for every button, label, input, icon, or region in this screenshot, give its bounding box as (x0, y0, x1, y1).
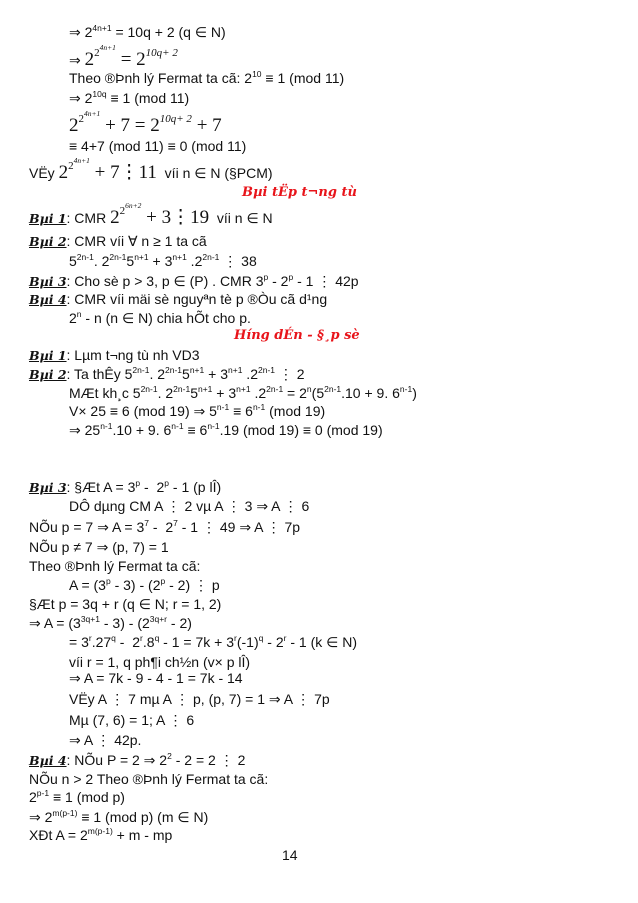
superscript: 2 (119, 205, 126, 217)
text-segment: + 3 (148, 253, 173, 269)
text-segment: .8 (142, 634, 155, 650)
superscript: m(p-1) (87, 826, 113, 836)
text-segment: DÔ dµng CM A ⋮ 2 vµ A ⋮ 3 ⇒ A ⋮ 6 (69, 498, 310, 514)
text-line-indented (69, 89, 189, 107)
text-segment: : §Æt A = 3 (66, 479, 136, 495)
text-line (29, 272, 359, 290)
text-segment: Theo ®Þnh lý Fermat ta cã: 2 (69, 70, 253, 86)
text-segment: : Cho sè p > 3, p ∈ (P) . CMR 3 (66, 273, 264, 289)
formula-text: 2 (110, 207, 120, 228)
text-line-indented (69, 731, 141, 749)
text-segment: víi n ∈ N (§PCM) (156, 165, 273, 181)
text-segment: : Lµm t¬ng tù nh VD3 (66, 347, 200, 363)
superscript: p (263, 272, 269, 282)
page-number: 14 (282, 847, 298, 863)
text-segment: - n (n ∈ N) chia hÕt cho p. (81, 310, 251, 326)
text-segment: - 1 = 7k + 3 (159, 634, 235, 650)
text-segment: 2 (69, 310, 77, 326)
text-segment: ⇒ 25 (69, 422, 101, 438)
text-line (29, 751, 245, 769)
text-segment: - 2 (263, 634, 284, 650)
text-line-indented (69, 497, 309, 515)
formula-text: 2 (84, 49, 95, 70)
text-segment: §Æt p = 3q + r (q ∈ N; r = 1, 2) (29, 596, 222, 612)
formula-text: = 2 (115, 49, 146, 70)
superscript: n+1 (172, 252, 187, 262)
text-line (29, 478, 221, 496)
formula-text: 2 (69, 115, 79, 136)
text-line-indented (69, 633, 357, 651)
superscript: n (306, 384, 312, 394)
text-segment: : Ta thÊy 5 (66, 366, 133, 382)
text-segment: .2 (186, 253, 203, 269)
text-segment: Theo ®Þnh lý Fermat ta cã: (29, 558, 201, 574)
superscript: p-1 (36, 788, 50, 798)
text-line (29, 808, 208, 826)
text-segment: - 2 (140, 479, 165, 495)
superscript: r (234, 633, 237, 643)
text-line-indented (69, 252, 257, 270)
superscript: r (140, 633, 143, 643)
text-segment: . 2 (93, 253, 110, 269)
text-segment: víi r = 1, q ph¶i ch½n (v× p lÎ) (69, 654, 251, 670)
text-segment: ⇒ 2 (69, 24, 93, 40)
text-line (29, 538, 169, 556)
text-segment: - 2 (148, 519, 174, 535)
text-segment: 5 (182, 366, 190, 382)
text-segment: ≡ 6 (183, 422, 208, 438)
text-segment: MÆt kh¸c 5 (69, 385, 141, 401)
superscript: 2n-1 (76, 252, 94, 262)
text-segment: + 3 (212, 385, 237, 401)
superscript: 2n-1 (109, 252, 127, 262)
superscript: 2n-1 (202, 252, 220, 262)
text-segment: 5 (69, 253, 77, 269)
text-segment: : CMR víi mäi sè nguyªn tè p ®Òu cã d¹ng (66, 291, 328, 307)
superscript: r (88, 633, 92, 643)
text-line-indented (69, 69, 344, 87)
text-segment: .27 (91, 634, 112, 650)
text-segment: ≡ 1 (mod p) (m ∈ N) (77, 809, 209, 825)
text-segment: ⇒ (69, 52, 85, 68)
superscript: 10 (252, 69, 262, 79)
text-segment: ≡ 4+7 (mod 11) ≡ 0 (mod 11) (69, 138, 247, 154)
superscript: n+1 (197, 384, 213, 394)
formula-text: + 7 = 2 (100, 115, 160, 136)
superscript: 7 (144, 518, 149, 528)
text-segment: (-1) (236, 634, 259, 650)
text-segment: - 1 (p lÎ) (169, 479, 222, 495)
text-segment: - 2) ⋮ p (165, 577, 220, 593)
text-segment: = 3 (69, 634, 89, 650)
formula-text: + 7 (191, 115, 222, 136)
superscript: 4n+1 (84, 109, 101, 118)
text-segment: . 2 (149, 366, 166, 382)
text-segment: ⇒ A = 7k - 9 - 4 - 1 = 7k - 14 (69, 670, 243, 686)
text-line (29, 346, 200, 364)
superscript: 2n-1 (324, 384, 342, 394)
text-line-indented (69, 711, 194, 729)
text-segment: = 10q + 2 (q ∈ N) (111, 24, 226, 40)
text-segment: .2 (242, 366, 258, 382)
section-heading-exercises: Bµi tËp t¬ng tù (242, 185, 357, 200)
text-line (29, 826, 172, 844)
text-segment: - 2) (167, 615, 192, 631)
text-segment: 2 (29, 789, 37, 805)
superscript: 10q (92, 89, 107, 99)
text-segment: ⇒ A ⋮ 42p. (69, 732, 142, 748)
text-line (29, 770, 268, 788)
text-segment: .10 + 9. 6 (112, 422, 172, 438)
text-segment: + m - mp (112, 827, 173, 843)
text-segment: - 1 (k ∈ N) (286, 634, 357, 650)
superscript: q (154, 633, 160, 643)
superscript: 10q+ 2 (159, 113, 192, 125)
superscript: q (111, 633, 116, 643)
superscript: p (288, 272, 294, 282)
text-line (29, 557, 200, 575)
text-line (29, 290, 327, 308)
superscript: 3q+1 (80, 614, 100, 624)
superscript: p (164, 478, 169, 488)
text-line (29, 595, 221, 613)
text-segment: NÕu n > 2 Theo ®Þnh lý Fermat ta cã: (29, 771, 269, 787)
text-line-indented (69, 43, 178, 70)
text-segment: + 3 (204, 366, 228, 382)
text-segment: ⇒ 2 (69, 90, 93, 106)
text-line-indented (69, 109, 222, 136)
text-segment: ⋮ 38 (219, 253, 257, 269)
text-segment: ⇒ A = (3 (29, 615, 81, 631)
text-segment: 5 (126, 253, 135, 269)
text-segment: (mod 19) (265, 403, 326, 419)
formula-text: 2 (58, 162, 69, 183)
superscript: n+1 (236, 384, 251, 394)
text-segment: VËy A ⋮ 7 mµ A ⋮ p, (p, 7) = 1 ⇒ A ⋮ 7p (69, 691, 330, 707)
text-line (29, 365, 305, 383)
text-line-indented (69, 384, 417, 402)
text-line-indented (69, 576, 220, 594)
text-segment: 5 (190, 385, 198, 401)
text-line-indented (69, 669, 243, 687)
superscript: 2 (94, 47, 100, 59)
superscript: m(p-1) (52, 808, 78, 818)
text-segment: ≡ 1 (mod 11) (261, 70, 345, 86)
text-line-indented (69, 309, 251, 327)
text-segment: - 2 (268, 273, 289, 289)
superscript: 3q+r (149, 614, 168, 624)
superscript: p (160, 576, 166, 586)
superscript: n+1 (189, 365, 205, 375)
text-segment: NÕu p = 7 ⇒ A = 3 (29, 519, 145, 535)
superscript: n-1 (171, 421, 184, 431)
superscript: n-1 (100, 421, 113, 431)
text-segment: ⇒ 2 (29, 809, 53, 825)
text-segment: - 3) - (2 (99, 615, 150, 631)
text-segment: XÐt A = 2 (29, 827, 88, 843)
exercise-label: Bµi 1 (29, 348, 67, 363)
superscript: 6n+2 (125, 201, 142, 210)
superscript: 2 (68, 160, 74, 172)
text-segment: .19 (mod 19) ≡ 0 (mod 19) (219, 422, 383, 438)
superscript: 2n-1 (258, 365, 276, 375)
exercise-label: Bµi 3 (29, 480, 67, 495)
text-segment: ) (412, 385, 417, 401)
superscript: n-1 (216, 402, 230, 412)
text-segment: .10 + 9. 6 (341, 385, 400, 401)
text-line (29, 614, 192, 632)
text-segment: ≡ 1 (mod 11) (106, 90, 190, 106)
text-line (29, 232, 207, 250)
exercise-label: Bµi 2 (29, 367, 67, 382)
text-segment: - 2 = 2 ⋮ 2 (171, 752, 246, 768)
superscript: 2 (78, 113, 84, 125)
superscript: 7 (173, 518, 178, 528)
superscript: n-1 (399, 384, 413, 394)
superscript: 4n+1 (73, 156, 90, 165)
text-line (29, 788, 125, 806)
superscript: 2n-1 (140, 384, 158, 394)
superscript: 4n+1 (99, 43, 116, 52)
text-segment: A = (3 (69, 577, 106, 593)
text-segment: ≡ 1 (mod p) (49, 789, 125, 805)
superscript: 2n-1 (165, 365, 183, 375)
superscript: p (105, 576, 111, 586)
text-segment: NÕu p ≠ 7 ⇒ (p, 7) = 1 (29, 539, 169, 555)
text-segment: . 2 (157, 385, 174, 401)
superscript: n (76, 309, 82, 319)
superscript: n-1 (252, 402, 266, 412)
formula-text: + 3⋮19 (141, 207, 210, 228)
exercise-label: Bµi 4 (29, 753, 67, 768)
text-segment: ⋮ 2 (275, 366, 305, 382)
text-segment: Mµ (7, 6) = 1; A ⋮ 6 (69, 712, 195, 728)
text-line-indented (69, 690, 330, 708)
superscript: q (258, 633, 264, 643)
superscript: r (283, 633, 287, 643)
text-segment: : CMR víi ∀ n ≥ 1 ta cã (66, 233, 207, 249)
text-segment: V× 25 ≡ 6 (mod 19) ⇒ 5 (69, 403, 217, 419)
text-segment: .2 (250, 385, 267, 401)
text-line (29, 518, 300, 536)
text-line-indented (69, 402, 325, 420)
text-segment: - 2 (115, 634, 141, 650)
superscript: p (135, 478, 141, 488)
superscript: n+1 (228, 365, 243, 375)
text-line (29, 156, 273, 183)
text-line-indented (69, 421, 383, 439)
exercise-label: Bµi 2 (29, 234, 67, 249)
text-segment: : CMR (66, 210, 111, 226)
text-segment: - 3) - (2 (110, 577, 161, 593)
superscript: 4n+1 (92, 23, 112, 33)
text-segment: - 1 ⋮ 42p (293, 273, 359, 289)
text-segment: = 2 (283, 385, 307, 401)
text-segment: víi n ∈ N (209, 210, 273, 226)
section-heading-solutions: Híng dÉn - §¸p sè (234, 328, 360, 343)
text-line-indented (69, 23, 226, 41)
text-segment: (5 (311, 385, 325, 401)
superscript: 10q+ 2 (145, 47, 178, 59)
superscript: 2n-1 (132, 365, 150, 375)
superscript: n-1 (207, 421, 220, 431)
superscript: n+1 (134, 252, 149, 262)
exercise-label: Bµi 4 (29, 292, 67, 307)
superscript: 2 (167, 751, 172, 761)
text-segment: : NÕu P = 2 ⇒ 2 (66, 752, 168, 768)
text-segment: VËy (29, 165, 59, 181)
exercise-label: Bµi 1 (29, 211, 67, 226)
text-line (29, 201, 273, 228)
exercise-label: Bµi 3 (29, 274, 67, 289)
text-line-indented (69, 137, 246, 155)
superscript: 2n-1 (173, 384, 191, 394)
text-segment: - 1 ⋮ 49 ⇒ A ⋮ 7p (177, 519, 301, 535)
text-segment: ≡ 6 (229, 403, 253, 419)
formula-text: + 7⋮11 (89, 162, 157, 183)
superscript: 2n-1 (266, 384, 284, 394)
